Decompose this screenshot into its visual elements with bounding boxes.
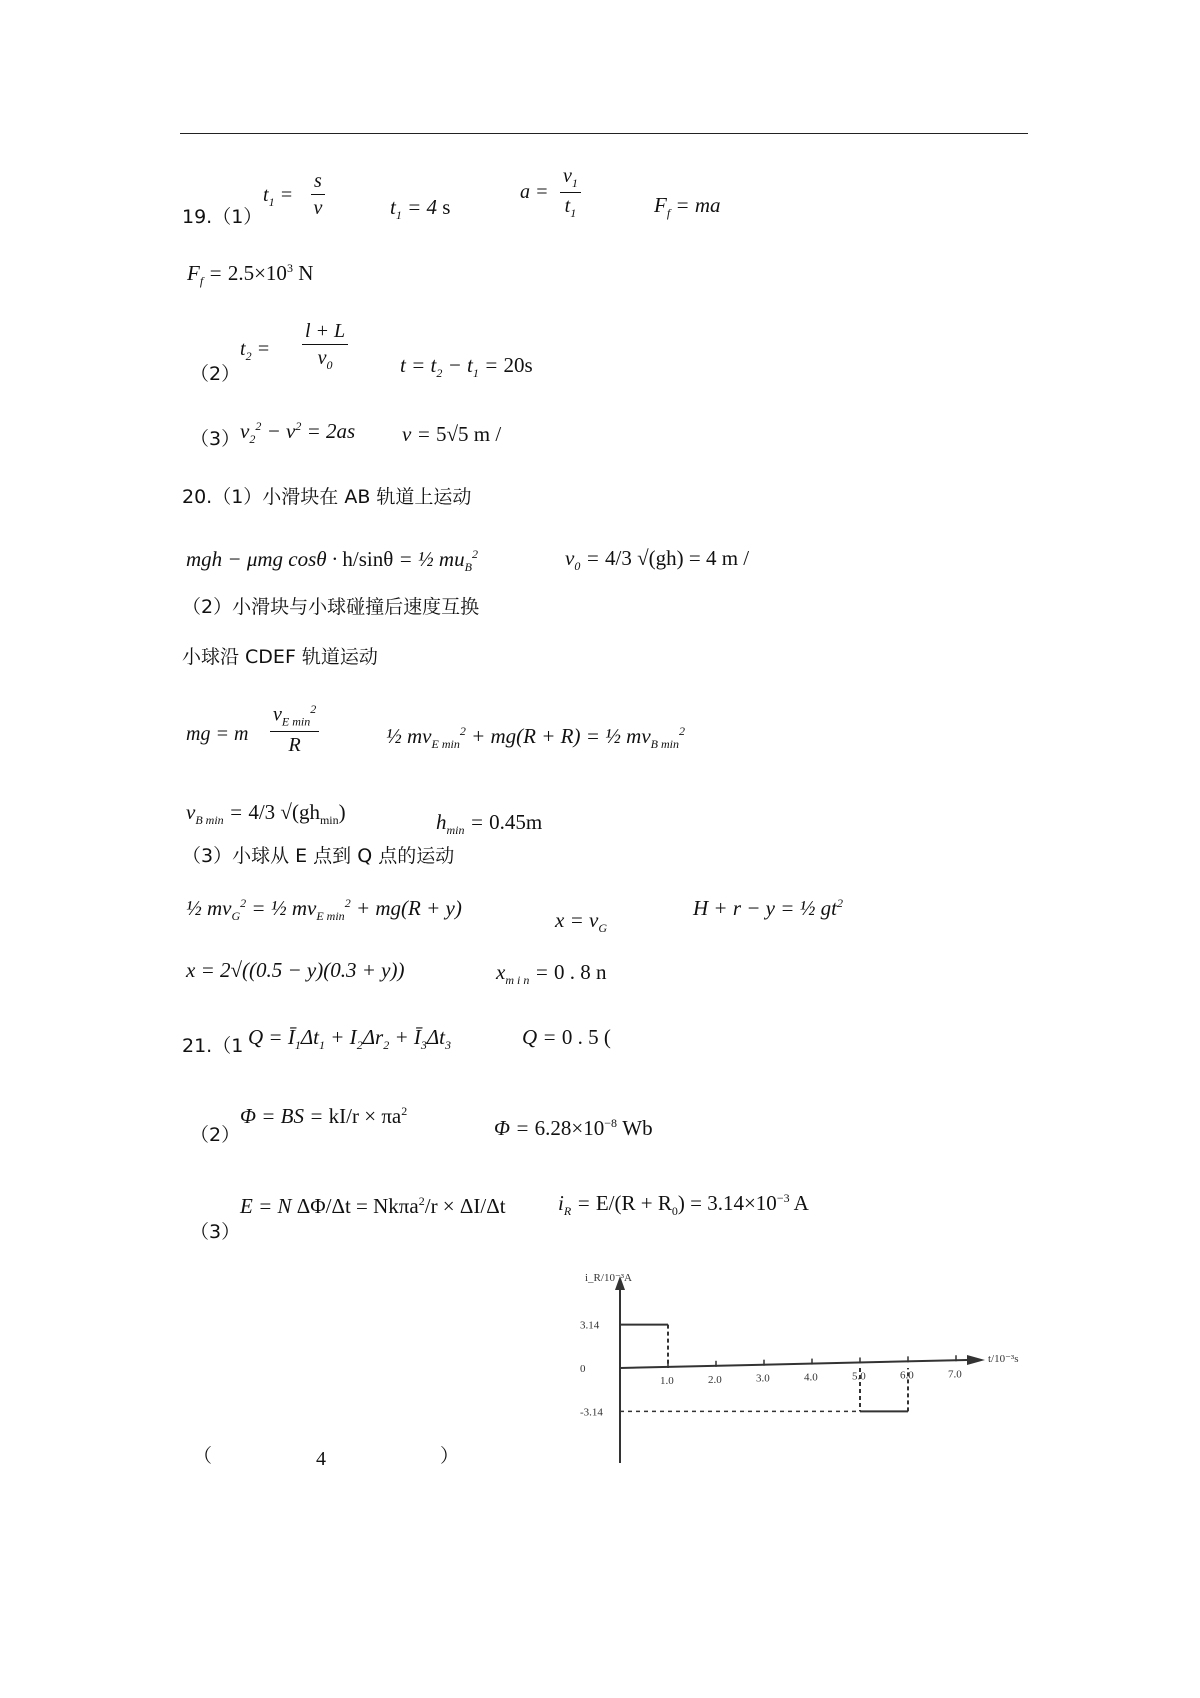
q20-eq-energy3: ½ $mv_G^2$ = ½ $mv_{E min}^2 + mg(R + y)$ [186,896,462,924]
q20-eq-fall: H + r − y = ½ $gt^2$ [693,896,844,920]
x-tick-label-3: 4.0 [804,1371,818,1384]
q20-p2-text2: 小球沿 CDEF 轨道运动 [182,646,378,668]
q19-eq-t: $t = t_2 - t_1 = 20s$ [400,353,533,381]
y-tick-label-0: 3.14 [580,1319,600,1332]
q19-p2-label: （2） [190,363,241,385]
q19-eq-ff-val: $F_f = 2.5\times 10^3$ N [187,261,314,289]
x-tick-label-4: 5.0 [852,1370,866,1383]
x-tick-label-6: 7.0 [948,1368,962,1381]
q21-eq-q-val: Q = 0 . 5 ( [522,1025,611,1049]
header-rule [180,133,1028,134]
q19-eq-ff: $F_f$ = ma [654,193,721,221]
q19-eq-t1: $t_1$ = s v [263,170,325,219]
q21-eq-q: $Q = Ī_1\Delta t_1 + I_2\Delta r_2$ + $Ī_3\Delta t_3$ [248,1025,452,1053]
q21-p3-label: （3） [190,1221,241,1243]
y-tick-label-2: -3.14 [580,1406,603,1419]
q21-eq-phi-val: $\Phi = 6.28\times 10^{-8}$ Wb [494,1116,653,1140]
q20-eq-energy2: ½ $mv_{E min}^2 + mg(R + R)$ = ½ $mv_{B min}^2$ [386,724,685,752]
q19-eq-t2: $t_2$ = l + L $v_0$ [240,320,348,372]
q21-p4-open: （ [193,1445,213,1467]
q20-p2-text: （2）小滑块与小球碰撞后速度互换 [182,596,480,618]
x-tick-label-1: 2.0 [708,1373,722,1386]
x-tick-label-5: 6.0 [900,1369,914,1382]
x-axis [620,1360,967,1368]
x-tick-label-0: 1.0 [660,1374,674,1387]
x-axis-arrow [967,1355,985,1365]
chart-plot-area [580,1272,1019,1463]
q19-p3-label: （3） [190,428,241,450]
y-tick-label-1: 0 [580,1363,586,1375]
q21-label: 21.（1 [182,1035,244,1057]
q19-label: 19.（1） [182,206,263,228]
q20-eq-hmin: $h_{min} = 0.45m$ [436,810,543,838]
q21-eq-ir: $i_R = E/(R + R_0) = 3.14\times 10^{-3}$ A [558,1191,809,1219]
x-axis-label: t/10⁻³s [988,1353,1019,1365]
q20-eq-x: $x = v_G$ [555,908,607,936]
q21-eq-e: E = N ΔΦ/Δt = Nkπa$^2$/r × ΔI/Δt [240,1194,506,1218]
q20-eq-v0: $v_0 = 4/3$ √(gh) = 4 m / [565,546,750,574]
q20-p1-text: 20.（1）小滑块在 AB 轨道上运动 [182,486,472,508]
q21-p2-label: （2） [190,1124,241,1146]
q20-eq-x2: x = 2√((0.5 − y)(0.3 + y)) [186,958,405,982]
q21-p4-close: ） [440,1445,460,1467]
q20-eq-vbmin: $v_{B min} = 4/3$ $√(gh_{min})$ [186,800,346,828]
q19-eq-v: v = 5√5 m / [402,422,502,446]
q21-eq-phi: Φ = BS = $kI/r \times \pi a^2$ [240,1104,408,1128]
q20-eq-energy: mgh − μmg cosθ · h/sinθ = ½ $mu_B^2$ [186,547,478,575]
x-tick-label-2: 3.0 [756,1372,770,1385]
q20-eq-mg: mg = m $v_{E min}^2$ R [186,703,319,756]
q20-eq-xmin: $x_{m i n} = 0$ . 8 n [496,960,607,988]
current-time-chart [575,1268,1030,1468]
q21-p4-num: 4 [316,1448,326,1470]
q19-eq-a: a = $v_1$ $t_1$ [520,165,581,220]
q19-eq-v2: $v_2^2 - v^2 = 2as$ [240,419,356,447]
y-axis-label: i_R/10⁻³A [585,1272,632,1284]
q19-eq-t1-val: $t_1 = 4$ s [390,195,451,223]
q20-p3-text: （3）小球从 E 点到 Q 点的运动 [182,845,455,867]
